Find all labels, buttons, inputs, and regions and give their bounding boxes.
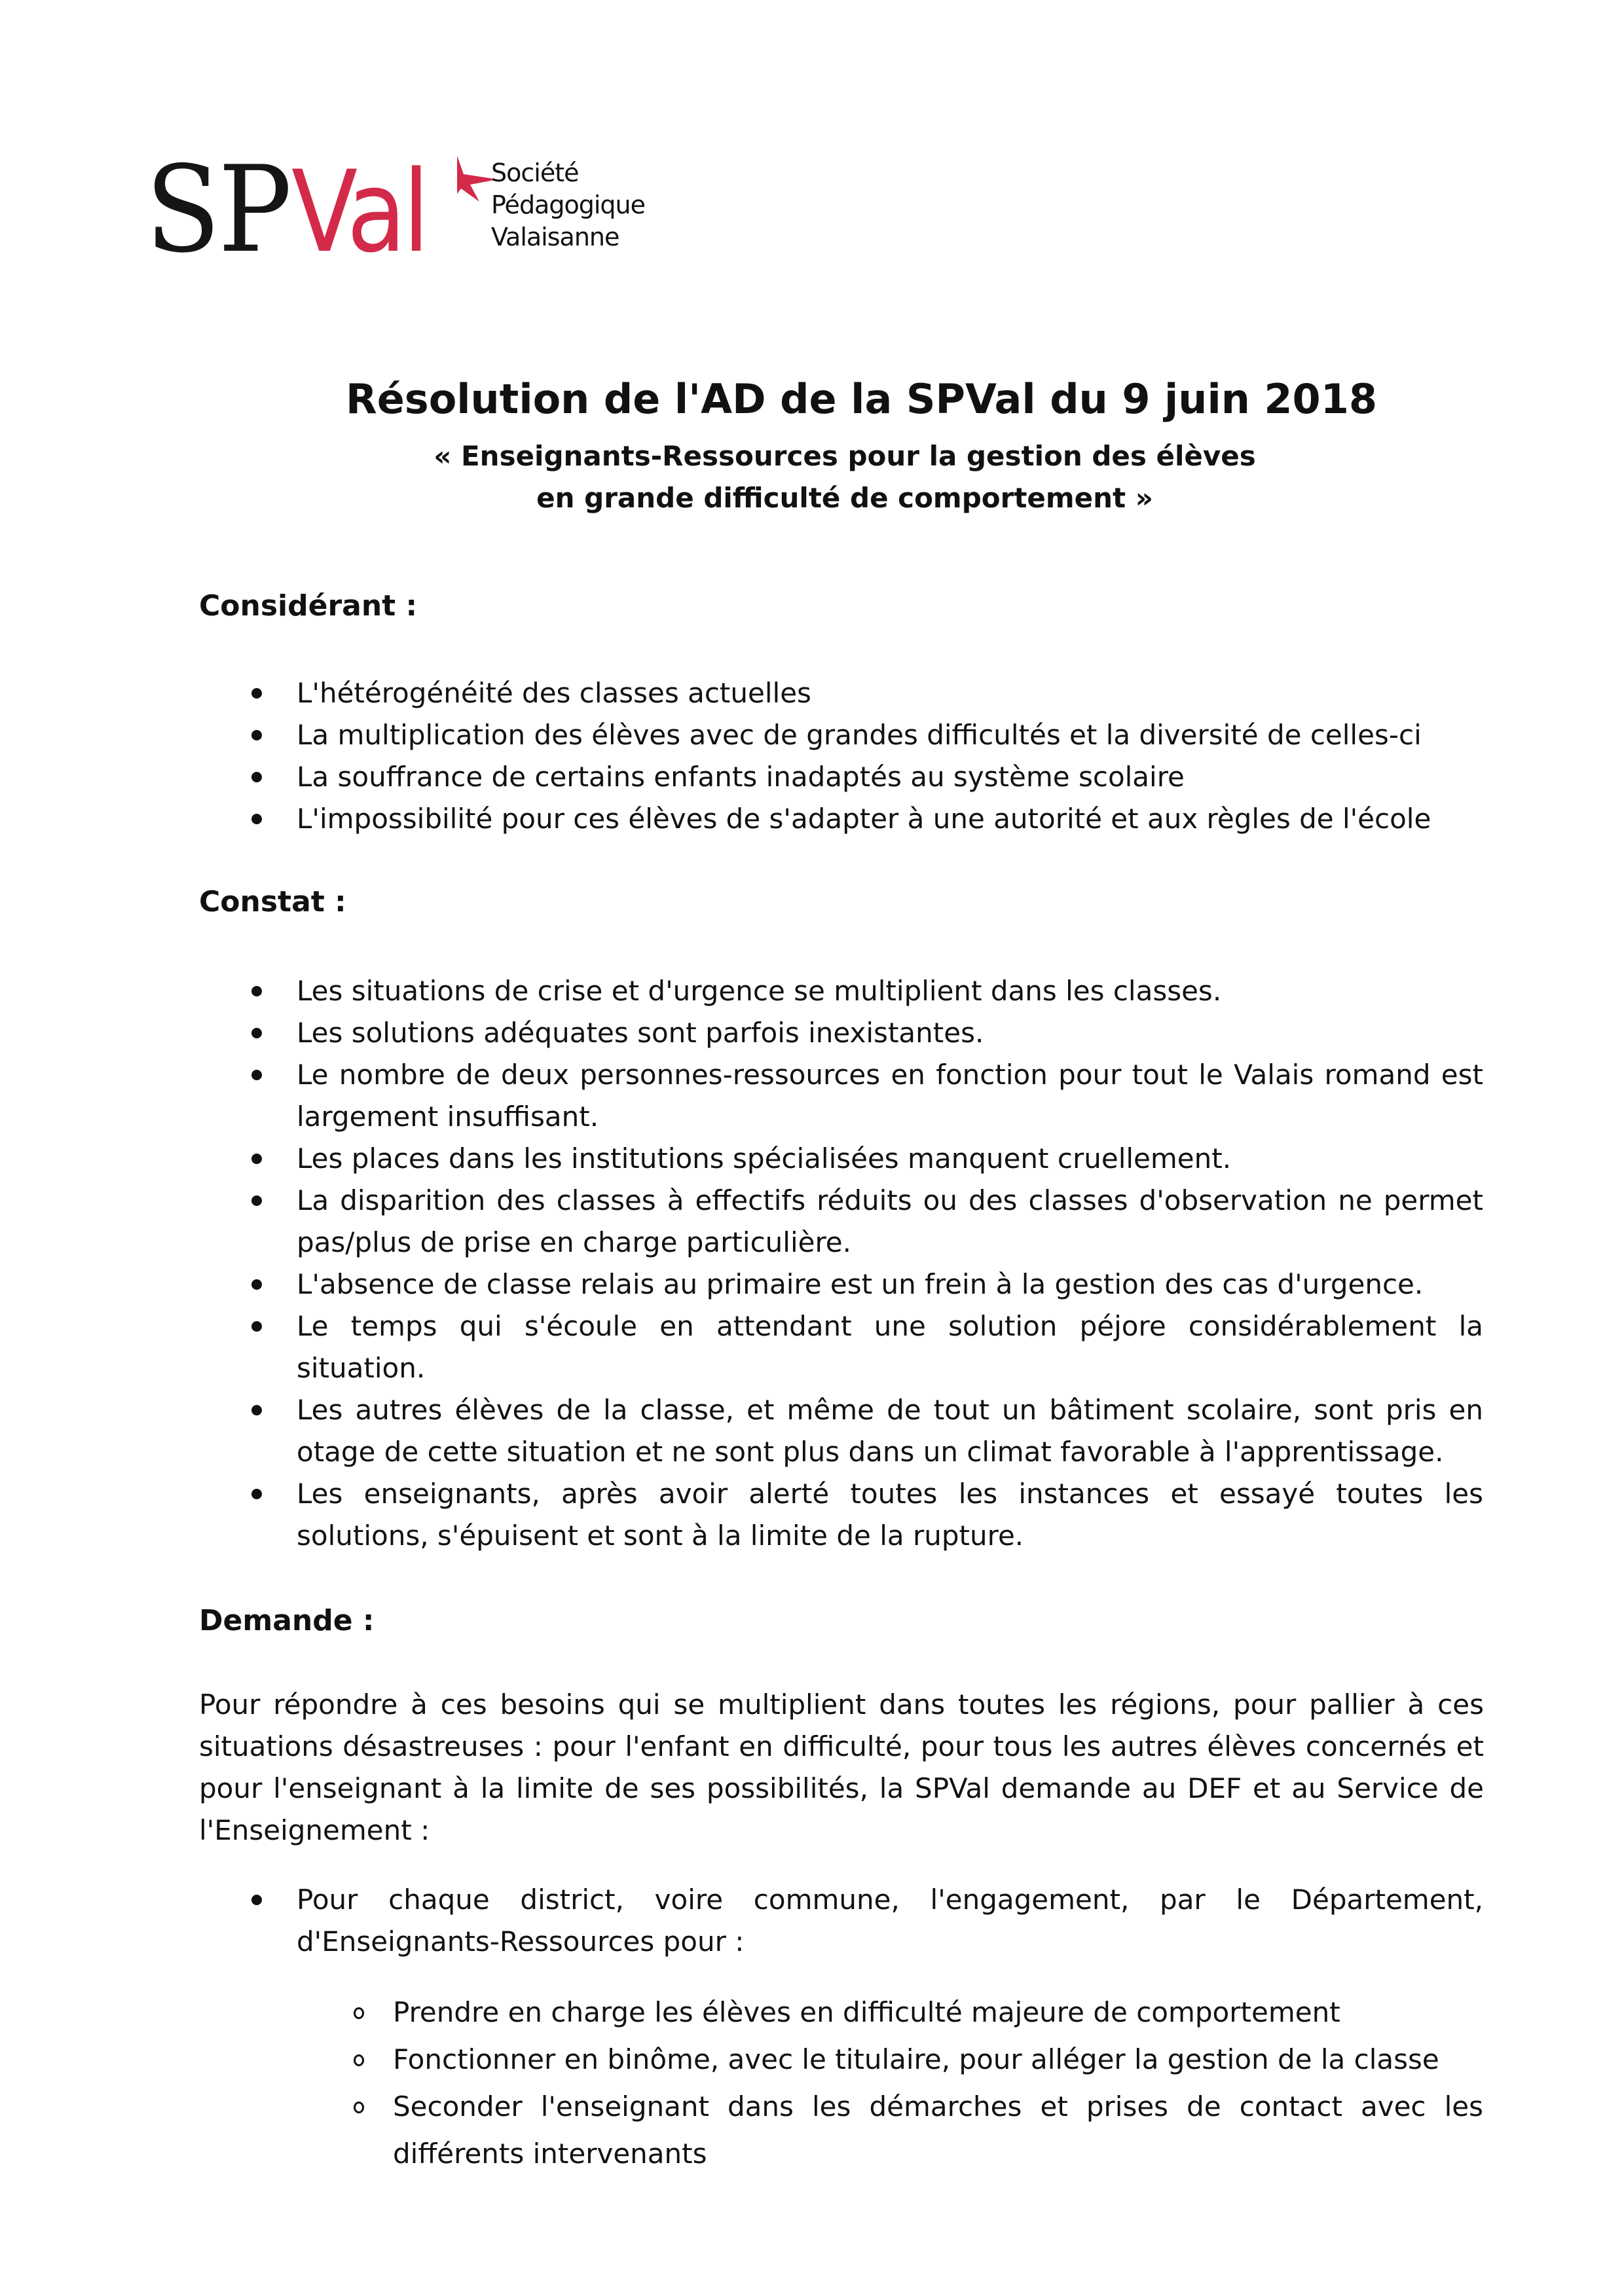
sublist-item: [341, 2036, 1483, 2083]
list-item-text: Pour chaque district, voire commune, l'engagement, par le Département, d'Enseignants-Ressources pour :: [297, 1884, 1483, 1958]
logo-wordmark: [145, 140, 449, 279]
list-item: [242, 756, 1483, 798]
list-item: [242, 1879, 1483, 1963]
list-item-text: L'absence de classe relais au primaire est un frein à la gestion des cas d'urgence.: [297, 1268, 1424, 1300]
list-item-text: L'hétérogénéité des classes actuelles: [297, 677, 811, 709]
list-item-text: Les places dans les institutions spécialisées manquent cruellement.: [297, 1142, 1232, 1175]
bullet-icon: [251, 986, 262, 996]
sublist-item: [341, 2083, 1483, 2178]
demande-list: [242, 1879, 1483, 1963]
sublist-item-text: Fonctionner en binôme, avec le titulaire, pour alléger la gestion de la classe: [393, 2043, 1439, 2075]
list-item-text: Le nombre de deux personnes-ressources en fonction pour tout le Valais romand est largement insuffisant.: [297, 1059, 1483, 1133]
list-item: [242, 1305, 1483, 1389]
bullet-icon: [251, 1895, 262, 1905]
sublist-item-text: Prendre en charge les élèves en difficulté majeure de comportement: [393, 1996, 1340, 2028]
bullet-icon: [251, 1154, 262, 1164]
logo-tagline-line: Valaisanne: [491, 223, 619, 251]
sublist-item: [341, 1989, 1483, 2036]
bullet-icon: [251, 1489, 262, 1499]
bullet-icon: [251, 1195, 262, 1206]
bullet-icon: [251, 730, 262, 740]
page-subtitle-line: « Enseignants-Ressources pour la gestion des élèves: [434, 440, 1256, 472]
bullet-icon: [251, 1321, 262, 1332]
logo-wordmark-sp: SP: [145, 140, 290, 279]
list-item: [242, 1389, 1483, 1473]
list-item: [242, 1054, 1483, 1138]
circle-bullet-icon: [354, 2102, 364, 2113]
bullet-icon: [251, 772, 262, 782]
spval-logo: [145, 140, 645, 279]
logo-wordmark-val: Val: [291, 146, 427, 278]
list-item: [242, 1180, 1483, 1264]
bullet-icon: [251, 1028, 262, 1038]
section-heading-constat: Constat :: [199, 885, 346, 919]
list-item: [242, 1012, 1483, 1054]
bullet-icon: [251, 688, 262, 699]
demande-sublist: [341, 1989, 1483, 2178]
sublist-item-text: Seconder l'enseignant dans les démarches et prises de contact avec les différents intervenants: [393, 2090, 1483, 2170]
bullet-icon: [251, 1405, 262, 1415]
list-item-text: Les autres élèves de la classe, et même de tout un bâtiment scolaire, sont pris en otage de cette situation et ne sont plus dans un climat favorable à l'apprentissage.: [297, 1394, 1483, 1468]
bullet-icon: [251, 1070, 262, 1080]
list-item-text: L'impossibilité pour ces élèves de s'adapter à une autorité et aux règles de l'école: [297, 803, 1431, 835]
list-item: [242, 1264, 1483, 1305]
list-item-text: Les situations de crise et d'urgence se multiplient dans les classes.: [297, 975, 1222, 1007]
list-item: [242, 714, 1483, 756]
circle-bullet-icon: [354, 2007, 364, 2019]
list-item: [242, 798, 1483, 840]
demande-paragraph: Pour répondre à ces besoins qui se multiplient dans toutes les régions, pour pallier à ces situations désastreuses : pour l'enfant en difficulté, pour tous les autres élèves concernés et pour l'enseignant à la limite de ses possibilités, la SPVal demande au DEF et au Service de l'Enseignement :: [199, 1688, 1484, 1846]
section-heading-demande: Demande :: [199, 1604, 375, 1637]
constat-list: [242, 970, 1483, 1557]
bullet-icon: [251, 1279, 262, 1290]
page-subtitle-line: en grande difficulté de comportement »: [536, 482, 1153, 514]
list-item: [242, 970, 1483, 1012]
list-item: [242, 672, 1483, 714]
list-item-text: Les solutions adéquates sont parfois inexistantes.: [297, 1017, 984, 1049]
list-item: [242, 1473, 1483, 1557]
logo-tagline-line: Société: [491, 158, 579, 187]
list-item-text: La souffrance de certains enfants inadaptés au système scolaire: [297, 761, 1185, 793]
bullet-icon: [251, 814, 262, 824]
circle-bullet-icon: [354, 2054, 364, 2066]
list-item-text: La multiplication des élèves avec de grandes difficultés et la diversité de celles-ci: [297, 719, 1422, 751]
page-title: Résolution de l'AD de la SPVal du 9 juin 2018: [346, 375, 1377, 423]
list-item-text: Le temps qui s'écoule en attendant une solution péjore considérablement la situation.: [297, 1310, 1483, 1384]
list-item: [242, 1138, 1483, 1180]
considerant-list: [242, 672, 1483, 840]
logo-tagline: [491, 157, 645, 253]
list-item-text: La disparition des classes à effectifs réduits ou des classes d'observation ne permet pas/plus de prise en charge particulière.: [297, 1184, 1483, 1258]
list-item-text: Les enseignants, après avoir alerté toutes les instances et essayé toutes les solutions, s'épuisent et sont à la limite de la rupture.: [297, 1478, 1483, 1552]
section-heading-considerant: Considérant :: [199, 589, 418, 623]
logo-tagline-line: Pédagogique: [491, 191, 645, 219]
